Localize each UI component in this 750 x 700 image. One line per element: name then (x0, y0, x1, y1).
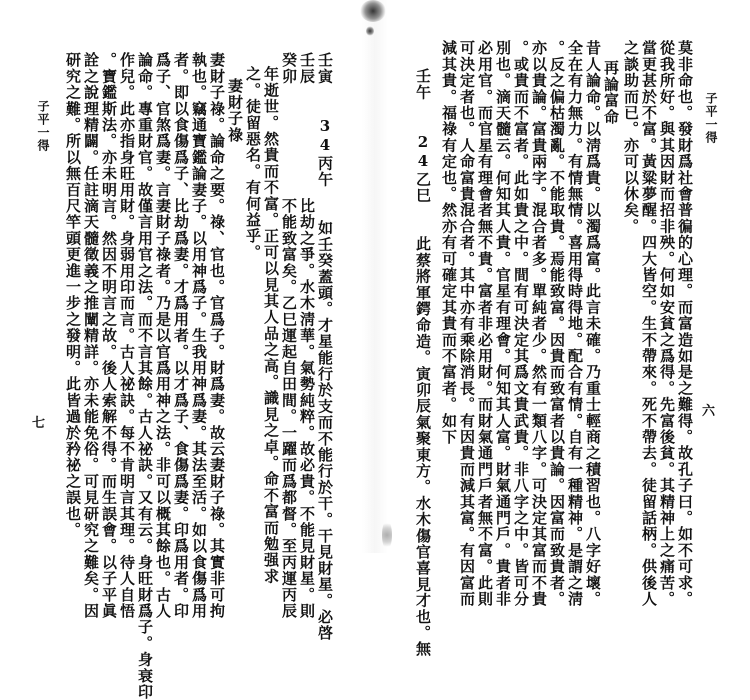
text-column: 執也。竊通寶鑑論妻子。以用神爲子。生我用神爲妻。其法至活。如以食傷爲用 (190, 52, 208, 619)
text-column: 爲子、官煞爲妻。言妻財子祿者。乃是以官爲用神之法。非可以概其餘也。古人 (154, 52, 172, 619)
running-header: 子平一得 (704, 92, 718, 144)
text-column: 之談助而已。亦可以休矣。 (622, 40, 640, 235)
text-column: 當更甚於不富。黃粱夢醒。四大皆空。生不帶來。死不帶去。徒留話柄。供後人 (640, 40, 658, 607)
page-number: 七 (32, 416, 46, 431)
section-heading: 再論富命 (602, 60, 620, 125)
text-column: 癸卯 不能致富矣。乙巳運起自田間。一躍而爲都督。至丙運丙辰 (280, 52, 298, 619)
text-column: 壬寅 34丙午 如壬癸蓋頭。才星能行於支而不能行於干。干見財星。必啓 (316, 52, 334, 642)
running-footer: 子平一得 (36, 100, 50, 152)
text-column: 研究之難。所以無百尺竿頭更進一步之發明。此皆過於矜祕之誤也。 (64, 52, 82, 538)
text-column: 可決定者也。人命富貴混合者。其中亦有乘除消長。有因貴而減其富。有因富而 (458, 40, 476, 607)
text-column: 壬午 24乙巳 此蔡將軍鍔命造。寅卯辰氣聚東方。水木傷官喜見才也。無 (414, 68, 432, 658)
text-column: 。反之偏枯濁亂。不能取貴。焉能致富。因貴而致富者以貴論。因富而致貴者。 (548, 40, 566, 607)
text-column: 昔人論命。以淸爲貴。以濁爲富。此言未確。乃重士輕商之積習也。八字好壞。 (584, 40, 602, 607)
page-number: 六 (702, 404, 716, 419)
text-column: 作兒。此亦指身旺用財。身弱用印而言。古人祕訣。每不肯明言其理。待人自悟 (118, 52, 136, 619)
text-column: 莫非命也。發財爲社會普徧的心理。而富造如是之難得。故孔子曰。如不可求。 (676, 40, 694, 607)
text-column: 壬辰 比劫之爭。水木淸華。氣勢純粹。故必貴。不能見財星。則 (298, 52, 316, 619)
text-column: 論命。專重財官。故僅言用官之法。而不言其餘。古人祕訣。又有云。身旺財爲子。身衰印 (136, 52, 154, 700)
text-column: 全在有力無力。有情無情。喜用得時得地。配合有情。自有一種精神。是謂之淸 (566, 40, 584, 607)
text-column: 。寶鑑斯法。亦未明言。然因不明言之故。後人索解不得。而生誤會。以子平眞 (100, 52, 118, 619)
text-column: 亦以貴論。富貴兩字。混合者多。單純者少。然有一類八字。可決定其富而不貴 (530, 40, 548, 607)
text-column: 減其貴。福祿有定也。然亦有可確定其貴而不富者。如下 (440, 40, 458, 445)
text-column: 之。徒留惡名。有何益乎。 (244, 66, 262, 261)
right-page (378, 0, 750, 658)
text-column: 從我所好。與其因財而招非殃。何如安貧之爲得。先富後貧。其精神上之痛苦。 (658, 40, 676, 607)
text-column: 年逝世。然貴而不富。正可以見其人品之高。識見之卓。命不富而勉强求 (262, 66, 280, 585)
text-column: 必用官。而官星有理會者無不貴。富者非必用財。而財氣通門戶者無不富。此則 (476, 40, 494, 607)
text-column: 妻財子祿。論命之要。祿、官也。官爲子。財爲妻。故云妻財子祿。其實非可拘 (208, 52, 226, 619)
section-heading: 妻財子祿 (226, 78, 244, 143)
text-column: 者。即以食傷爲子、比劫爲妻。才爲用者。以才爲子、食傷爲妻。印爲用者。印 (172, 52, 190, 619)
left-page (0, 0, 372, 700)
text-column: 詮之說理精闢。任註滴天髓徵義之推闡精詳。亦未能免俗。可見研究之難矣。因 (82, 52, 100, 619)
text-column: 別也。滴天髓云。何知其人貴。官星有理會。何知其人富。財氣通門戶。貴者非 (494, 40, 512, 607)
text-column: 。或貴而不富者。此如貴之中。間有可決定其爲文貴武貴。非八字之中。皆可分 (512, 40, 530, 607)
